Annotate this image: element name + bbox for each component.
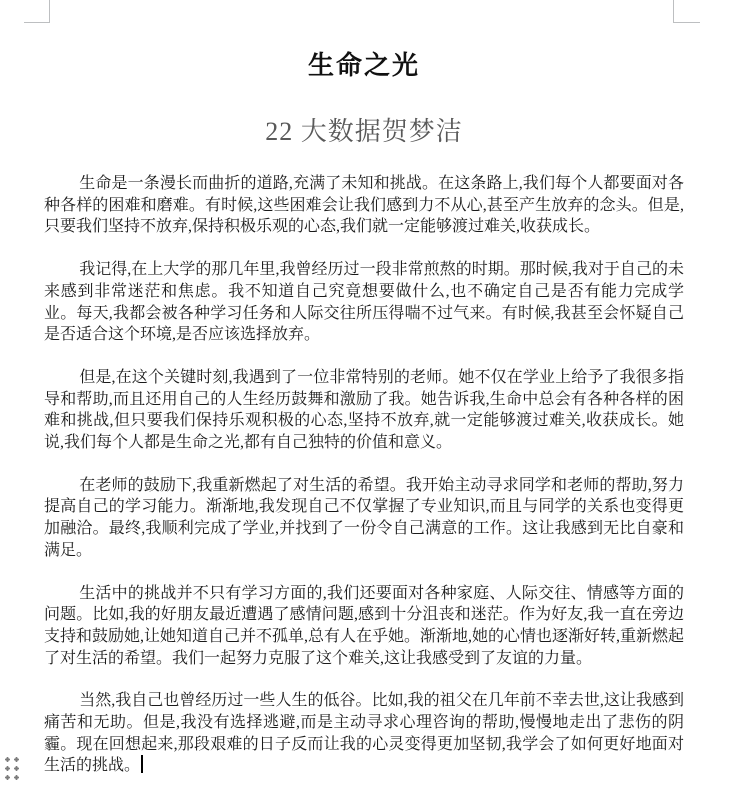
document-paragraph-3[interactable]: 但是,在这个关键时刻,我遇到了一位非常特别的老师。她不仅在学业上给予了我很多指导和帮助,而且还用自己的人生经历鼓舞和激励了我。她告诉我,生命中总会有各种各样的困难和挑战,但只要我们保持乐观积极的心态,坚持不放弃,就一定能够渡过难关,收获成长。她说,我们每个人都是生命之光,都有自己独特的价值和意义。 <box>44 368 684 452</box>
document-paragraph-5[interactable]: 生活中的挑战并不只有学习方面的,我们还要面对各种家庭、人际交往、情感等方面的问题。比如,我的好朋友最近遭遇了感情问题,感到十分沮丧和迷茫。作为好友,我一直在旁边支持和鼓励她,让她知道自己并不孤单,总有人在乎她。渐渐地,她的心情也逐渐好转,重新燃起了对生活的希望。我们一起努力克服了这个难关,这让我感受到了友谊的力量。 <box>44 584 685 667</box>
document-paragraph-4[interactable]: 在老师的鼓励下,我重新燃起了对生活的希望。我开始主动寻求同学和老师的帮助,努力提高自己的学习能力。渐渐地,我发现自己不仅掌握了专业知识,而且与同学的关系也变得更加融洽。最终,我顺利完成了学业,并找到了一份令自己满意的工作。这让我感到无比自豪和满足。 <box>44 476 684 559</box>
margin-corner-mark-left <box>24 0 50 23</box>
document-text-area[interactable] <box>44 23 684 789</box>
document-paragraph-2[interactable]: 我记得,在上大学的那几年里,我曾经历过一段非常煎熬的时期。那时候,我对于自己的未来感到非常迷茫和焦虑。我不知道自己究竟想要做什么,也不确定自己是否有能力完成学业。每天,我都会被各种学习任务和人际交往所压得喘不过气来。有时候,我甚至会怀疑自己是否适合这个环境,是否应该选择放弃。 <box>44 261 684 344</box>
document-paragraph-1[interactable]: 生命是一条漫长而曲折的道路,充满了未知和挑战。在这条路上,我们每个人都要面对各种各样的困难和磨难。有时候,这些困难会让我们感到力不从心,甚至产生放弃的念头。但是,只要我们坚持不放弃,保持积极乐观的心态,我们就一定能够渡过难关,收获成长。 <box>44 175 684 236</box>
document-paragraph-6[interactable]: 当然,我自己也曾经历过一些人生的低谷。比如,我的祖父在几年前不幸去世,这让我感到痛苦和无助。但是,我没有选择逃避,而是主动寻求心理咨询的帮助,慢慢地走出了悲伤的阴霾。现在回想起来,那段艰难的日子反而让我的心灵变得更加坚韧,我学会了如何更好地面对生活的挑战。 <box>44 692 684 775</box>
text-caret <box>141 755 143 773</box>
document-body[interactable] <box>44 173 684 777</box>
document-title[interactable]: 生命之光 <box>307 50 420 80</box>
drag-grip-icon[interactable] <box>5 757 19 780</box>
margin-corner-mark-right <box>673 0 700 23</box>
document-byline[interactable]: 22 大数据贺梦洁 <box>265 117 463 146</box>
